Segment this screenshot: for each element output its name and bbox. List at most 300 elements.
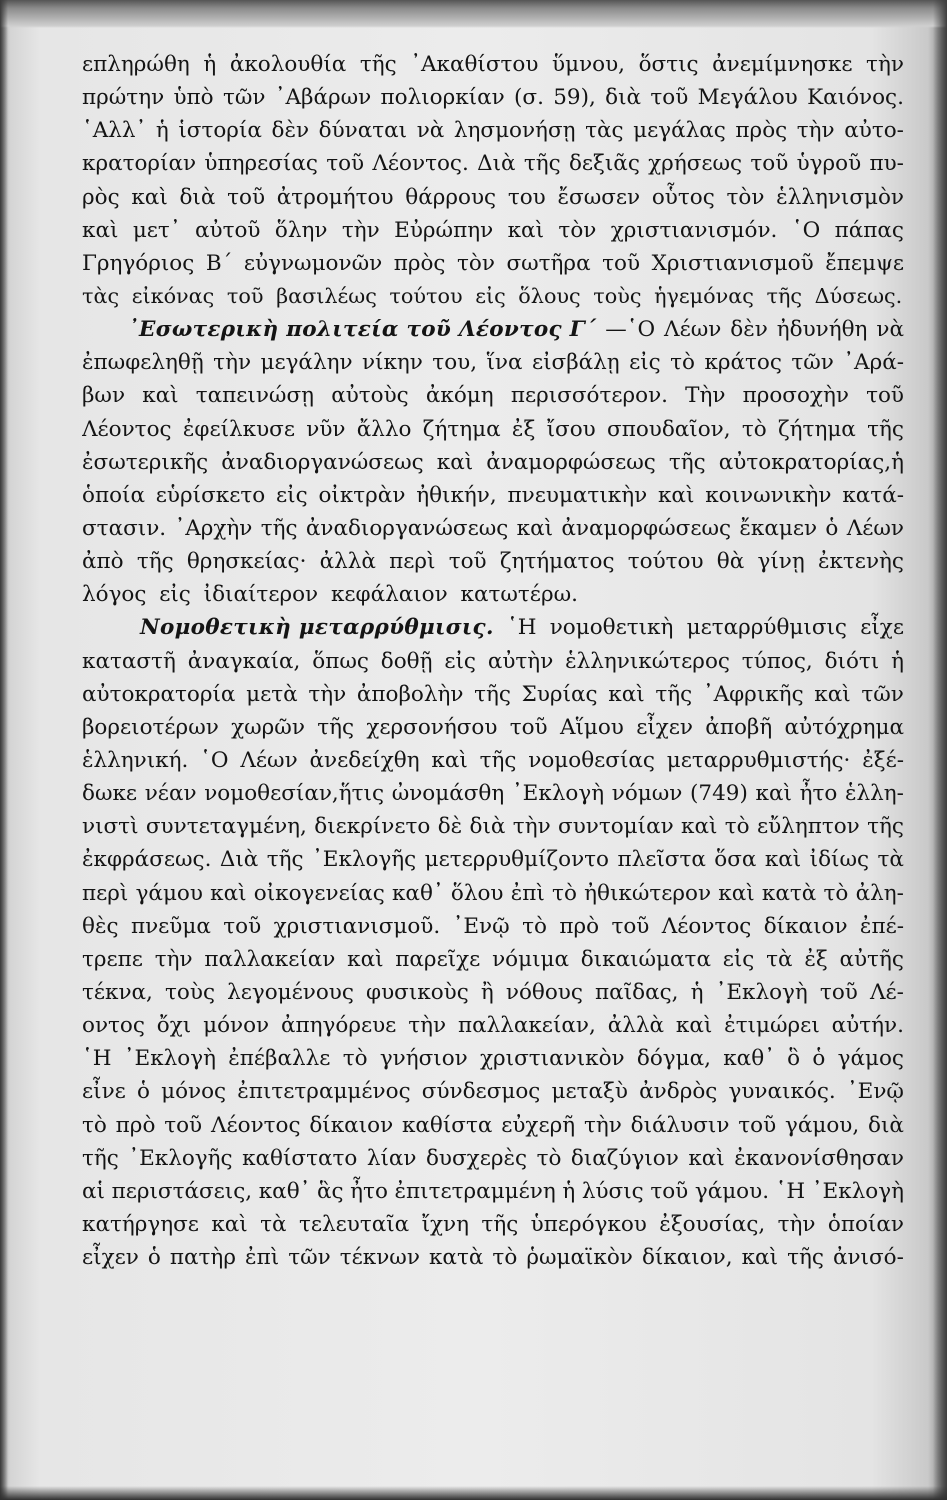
word: νόμων	[611, 781, 683, 807]
word: ἱστορία	[178, 118, 262, 144]
word: ῾Ο	[200, 747, 229, 773]
word: ἀναδιοργανώσεως	[221, 449, 424, 475]
word: τῆς	[655, 681, 693, 707]
word: ἐξ	[511, 416, 536, 442]
word: ὑγροῦ	[796, 151, 862, 177]
word: 59),	[553, 85, 596, 111]
word: τὸ	[724, 814, 750, 840]
word: κατά-	[842, 482, 904, 508]
word: δικαιώματα	[580, 946, 711, 972]
word: ἦτο	[350, 1178, 388, 1204]
word: ἐκανονίσθησαν	[734, 1145, 904, 1171]
word: καὶ	[688, 1145, 725, 1171]
word: γνήσιον	[379, 1046, 468, 1072]
word: ἐπὶ	[510, 880, 545, 906]
word: ὃ	[787, 1046, 801, 1072]
page-right-edge	[933, 0, 947, 1500]
word: ὅστις	[638, 52, 699, 77]
word: καὶ	[675, 1013, 713, 1039]
word: εἰσβάλῃ	[531, 350, 620, 376]
word: τῶν	[861, 681, 904, 707]
word: τοῦ	[819, 979, 858, 1005]
word: ᾿Αφρικῆς	[702, 681, 804, 707]
word: ἡ	[562, 1178, 576, 1204]
word: τῆς	[317, 714, 355, 740]
word: καὶ	[507, 217, 544, 243]
word: ἀναμορφώσεως	[486, 449, 656, 475]
word: επληρώθη	[82, 52, 190, 77]
word: στασιν.	[82, 515, 167, 541]
word: διαζύγιον	[570, 1145, 679, 1171]
word: ἴχνη	[421, 1211, 470, 1237]
text-line	[82, 48, 904, 81]
word: δὲν	[271, 118, 310, 144]
word: λεγομένους	[227, 979, 354, 1005]
word: ὑπηρεσίας	[204, 151, 318, 177]
word: τοῦ	[448, 549, 487, 575]
word: τοῦ	[509, 714, 548, 740]
word: τοῦ	[223, 913, 262, 939]
word: ὅσα	[714, 847, 757, 873]
text-line	[82, 611, 904, 644]
word: λίαν	[366, 1145, 417, 1171]
word: μεταρρύθμισις	[686, 615, 847, 641]
word: τῆς	[136, 549, 174, 575]
word: ὕμνου,	[552, 52, 625, 77]
word: μεταξὺ	[551, 1079, 628, 1105]
word: τύπος,	[741, 648, 813, 674]
text-line	[82, 1109, 904, 1142]
text-line	[82, 1075, 904, 1108]
word: εἰς	[276, 482, 308, 508]
word: χερσονήσου	[366, 714, 498, 740]
word: ᾿Ενῷ	[846, 1079, 904, 1105]
word: εἶνε	[82, 1079, 126, 1105]
word: διεκρίνετο	[314, 814, 431, 840]
text-line	[82, 280, 904, 313]
text-line	[82, 1241, 904, 1274]
word: δύναται	[318, 118, 408, 144]
word: ἐξουσίας,	[659, 1211, 766, 1237]
word: ὅπως	[312, 648, 369, 674]
word: καὶ	[431, 747, 468, 773]
word: πυ-	[869, 151, 904, 177]
word: καὶ	[436, 449, 474, 475]
word: νομοθεσίας	[528, 747, 655, 773]
word: ὑπὸ	[173, 85, 214, 111]
text-line	[82, 1208, 904, 1241]
word: σύνδεσμος	[421, 1079, 541, 1105]
word: τὸ	[82, 1112, 107, 1138]
word: ἀπηγόρευε	[281, 1013, 397, 1039]
word: τοῦ	[611, 913, 650, 939]
word: δὲν	[730, 317, 768, 343]
word: καὶ	[131, 184, 168, 210]
word: ὁ	[147, 1245, 161, 1271]
word: τέκνων	[339, 1245, 420, 1271]
word: καὶ	[741, 1245, 778, 1271]
word: τὴν	[341, 217, 380, 243]
text-line	[82, 877, 904, 910]
word: τὴν	[308, 681, 347, 707]
word: Λέοντος.	[372, 151, 469, 177]
word: χωρῶν	[231, 714, 305, 740]
word: τῆς	[359, 52, 397, 77]
word: μετ᾿	[132, 217, 181, 243]
word: παῖδας,	[595, 979, 679, 1005]
word: ἐκτενὴς	[817, 549, 904, 575]
word: κοινωνικὴν	[705, 482, 832, 508]
word: ῾Αλλ᾿	[82, 118, 147, 144]
word: καὶ	[608, 681, 645, 707]
word: τὴν	[796, 118, 835, 144]
word: περισσότερον.	[510, 383, 668, 409]
word: εὐγνωμονῶν	[243, 250, 383, 276]
word: παρεῖχε	[395, 946, 481, 972]
word: ἢ	[480, 979, 494, 1005]
text-line	[82, 744, 904, 777]
word: τοὺς	[165, 979, 215, 1005]
word: καὶ	[82, 217, 119, 243]
word: καθίστατο	[242, 1145, 358, 1171]
word: τὰς	[585, 118, 624, 144]
text-line	[82, 379, 904, 412]
word: τὴν	[583, 1112, 622, 1138]
word: εὐχερῆ	[501, 1112, 576, 1138]
word: τὴν	[408, 1013, 447, 1039]
text-line	[82, 81, 904, 114]
word: πρὸς	[393, 250, 446, 276]
word: ἀναμορφώσεως	[561, 515, 732, 541]
word: ἀλλὰ	[607, 1013, 664, 1039]
word: Λέοντος	[210, 1112, 301, 1138]
word: τὴν	[866, 52, 904, 77]
word: (σ.	[514, 85, 544, 111]
word: πνεῦμα	[130, 913, 211, 939]
word: τὸ	[342, 1046, 368, 1072]
word: ἀποβολὴν	[356, 681, 464, 707]
word: βων	[82, 383, 126, 409]
word: καθ᾿	[723, 1046, 775, 1072]
word: εἰς	[444, 648, 476, 674]
word: δυσχερὲς	[425, 1145, 528, 1171]
word: καὶ	[718, 880, 755, 906]
text-line	[82, 479, 904, 512]
word: ἀνεδείχθη	[309, 747, 420, 773]
word: γίνῃ	[757, 549, 805, 575]
word: τὸ	[741, 416, 767, 442]
word: αὐτο-	[844, 118, 904, 144]
word: ἀλλὰ	[319, 549, 376, 575]
word: σπουδαῖον,	[607, 416, 731, 442]
word: ᾿Αβάρων	[274, 85, 372, 111]
word: χρήσεως	[648, 151, 743, 177]
word: Λέοντος	[82, 416, 172, 442]
word: καὶ	[516, 515, 554, 541]
word: κρατορίαν	[82, 151, 197, 177]
word: τοῦ	[227, 184, 266, 210]
word: γάμου	[135, 880, 203, 906]
word: Αἵμου	[559, 714, 624, 740]
page-top-edge	[0, 0, 947, 28]
word: τὸ	[492, 1245, 518, 1271]
word: νόμιμα	[492, 946, 569, 972]
word: μόνος	[161, 1079, 227, 1105]
word: καθ᾿	[391, 880, 444, 906]
word: Εὐρώπην	[394, 217, 494, 243]
word: βορειοτέρων	[82, 714, 219, 740]
word: ἐπέ-	[859, 913, 904, 939]
word: τῆς	[867, 814, 904, 840]
word: ἐπέβαλλε	[228, 1046, 331, 1072]
word: ζήτημα	[778, 416, 856, 442]
word: ἐπωφεληθῇ	[82, 350, 204, 376]
word: καθ᾿	[258, 1178, 311, 1204]
word: ἄλλο	[356, 416, 412, 442]
text-line	[82, 777, 904, 810]
word: οἰκτρὰν	[318, 482, 406, 508]
word: νίκην	[361, 350, 423, 376]
word: ῾Η	[82, 1046, 112, 1072]
word: ᾿Αρχὴν	[174, 515, 253, 541]
word: παλλακείαν	[204, 946, 336, 972]
word: συντεταγμένη,	[145, 814, 307, 840]
word: Τὴν	[685, 383, 726, 409]
word: καθίστα	[401, 1112, 493, 1138]
word: πολιορκίαν	[380, 85, 505, 111]
word: τελευταῖα	[298, 1211, 410, 1237]
word: εὔληπτον	[756, 814, 860, 840]
text-line	[82, 943, 904, 976]
word: ἑλληνική.	[82, 747, 189, 773]
text-line	[82, 181, 904, 214]
word: καὶ	[657, 482, 695, 508]
word: Συρίας	[521, 681, 598, 707]
word: Β΄	[205, 250, 233, 276]
text-line	[82, 910, 904, 943]
word: τοῦ	[164, 1112, 203, 1138]
word: ῾Η	[775, 1178, 806, 1204]
word: ἦτο	[799, 781, 838, 807]
word: καὶ	[755, 781, 792, 807]
word: ἐπὶ	[245, 1245, 280, 1271]
word: ὁ	[825, 515, 839, 541]
word: αὐτήν.	[831, 1013, 904, 1039]
word: ἀλη-	[855, 880, 904, 906]
word: δίκαιον,	[641, 1245, 733, 1271]
word: εἶχεν	[636, 714, 693, 740]
text-line	[82, 810, 904, 843]
text-line	[82, 578, 904, 611]
word: λύσις	[581, 1178, 644, 1204]
word: καὶ	[210, 880, 247, 906]
text-line	[82, 1175, 904, 1208]
word: πατὴρ	[169, 1245, 236, 1271]
word: ᾿Εκλογὴ	[811, 1178, 904, 1204]
word: ἐσωτερικῆς	[82, 449, 209, 475]
word: ἔπεμψε	[825, 250, 904, 276]
word: ἡ	[203, 52, 217, 77]
word: παλλακείαν,	[457, 1013, 596, 1039]
word: τὸ	[536, 1145, 562, 1171]
word: τῆς	[82, 1145, 119, 1171]
word: ἡ	[690, 979, 704, 1005]
word: μεταρρυθμιστής·	[666, 747, 851, 773]
word: ᾿Ακαθίστου	[410, 52, 539, 77]
word: τοῦ	[866, 383, 904, 409]
word: τὴν	[154, 946, 193, 972]
word: Λέων	[664, 317, 722, 343]
word: τὴν	[213, 350, 252, 376]
word: περιστάσεις,	[111, 1178, 253, 1204]
word: ἵνα	[486, 350, 523, 376]
word: τὸ	[670, 350, 695, 376]
word: ἠθικήν,	[416, 482, 497, 508]
word: τὸ	[552, 880, 577, 906]
word: θὰ	[716, 549, 745, 575]
word: πάπας	[834, 217, 904, 243]
word: ᾿Εκλογὴ	[123, 1046, 216, 1072]
word: ρὸς	[82, 184, 120, 210]
word: του,	[432, 350, 478, 376]
word: δὲ	[437, 814, 463, 840]
word: αὐτόχρημα	[784, 714, 904, 740]
text-line	[82, 114, 904, 147]
text-line	[82, 545, 904, 578]
word: πρώτην	[82, 85, 165, 111]
word: δωκε	[82, 781, 138, 807]
word: τῆς	[474, 681, 511, 707]
word: τὸν	[558, 217, 597, 243]
word: προσοχὴν	[742, 383, 849, 409]
word: τὴν	[777, 1211, 816, 1237]
word: Καιόνος.	[807, 85, 904, 111]
word: μετὰ	[246, 681, 298, 707]
word: χριστιανισμόν.	[610, 217, 778, 243]
word: συντομίαν	[558, 814, 674, 840]
word: τὰ	[260, 1211, 287, 1237]
section-heading: Νομοθετικὴ μεταρρύθμισις.	[140, 615, 494, 641]
word: τὸν	[457, 250, 495, 276]
word: ἃς	[317, 1178, 344, 1204]
text-line	[82, 446, 904, 479]
word: μόνον	[203, 1013, 270, 1039]
word: τοῦ	[738, 1112, 777, 1138]
word: δοθῇ	[380, 648, 433, 674]
word: φυσικοὺς	[366, 979, 469, 1005]
word: ἐπιτετραμμένος	[237, 1079, 411, 1105]
word: τοῦ	[650, 85, 689, 111]
word: Λέων	[846, 515, 904, 541]
word: τούτου	[627, 549, 704, 575]
word: δεξιᾶς	[568, 151, 640, 177]
text-line	[82, 843, 904, 876]
word: κατὰ	[761, 880, 817, 906]
word: ἐκφράσεως.	[82, 847, 212, 873]
page-bottom-edge	[0, 1486, 947, 1500]
word: πρὸ	[115, 1112, 156, 1138]
word: διότι	[824, 648, 880, 674]
line-text: λόγος εἰς ἰδιαίτερον κεφάλαιον κατωτέρω.	[82, 582, 578, 608]
word: εἰς	[629, 350, 661, 376]
page-left-edge	[0, 0, 8, 1500]
word: αἱ	[82, 1178, 105, 1204]
word: ἀποβῆ	[705, 714, 773, 740]
word: ᾿Εκλογῆς	[312, 847, 417, 873]
word: ὄχι	[156, 1013, 192, 1039]
word: τὰ	[766, 946, 793, 972]
word: εἰς	[722, 946, 755, 972]
word: διὰ	[605, 85, 642, 111]
word: Γρηγόριος	[82, 250, 195, 276]
text-line	[82, 413, 904, 446]
word: ᾿Ενῷ	[452, 913, 510, 939]
word: αὐτὴν	[487, 648, 554, 674]
word: ᾿Εκλογὴ	[511, 781, 605, 807]
word: τὸ	[522, 913, 547, 939]
text-line	[82, 711, 904, 744]
word: χριστιανικὸν	[480, 1046, 625, 1072]
text-line	[82, 346, 904, 379]
word: τοῦ	[650, 1178, 689, 1204]
text-line	[82, 214, 904, 247]
word: νόθους	[505, 979, 583, 1005]
word: ἡ	[155, 118, 169, 144]
word: πνευματικὴν	[507, 482, 648, 508]
word: νιστὶ	[82, 814, 139, 840]
word: κατὰ	[428, 1245, 484, 1271]
word: ἀνισό-	[832, 1245, 904, 1271]
word: ἀπὸ	[82, 549, 124, 575]
word: δόγμα,	[636, 1046, 711, 1072]
word: τὴν	[512, 814, 551, 840]
text-line	[82, 1042, 904, 1075]
word: καὶ	[211, 1211, 248, 1237]
word: κράτος	[704, 350, 782, 376]
word: γυναικός.	[728, 1079, 836, 1105]
word: ἴσου	[546, 416, 596, 442]
word: αὐτοκρατορία	[82, 681, 236, 707]
word: γάμου.	[694, 1178, 770, 1204]
word: τῆς	[787, 1245, 824, 1271]
word: καταστῆ	[82, 648, 176, 674]
word: αὐτοκρατορίας,ἡ	[718, 449, 904, 475]
word: νομοθετικὴ	[549, 615, 674, 641]
word: διὰ	[179, 184, 216, 210]
word: τῆς	[481, 1211, 519, 1237]
word: ἠθικώτερον	[584, 880, 712, 906]
word: τῆς	[266, 847, 304, 873]
word: Λέοντος	[661, 913, 752, 939]
word: τῆς	[260, 515, 298, 541]
word: διάλυσιν	[630, 1112, 730, 1138]
word: ἐφείλκυσε	[182, 416, 295, 442]
word: καὶ	[142, 383, 179, 409]
word: οἰκογενείας	[253, 880, 385, 906]
word: Λέων	[240, 747, 298, 773]
text-line	[82, 976, 904, 1009]
word: ἐξ	[804, 946, 828, 972]
word: διὰ	[469, 814, 506, 840]
word: ταπεινώσῃ	[195, 383, 315, 409]
word: τῶν	[791, 350, 834, 376]
word: ὁποίαν	[827, 1211, 904, 1237]
word: σωτῆρα	[506, 250, 591, 276]
word: τρεπε	[82, 946, 143, 972]
word: ῥωμαϊκὸν	[526, 1245, 633, 1271]
word: ἔσωσεν	[557, 184, 641, 210]
word: ἑλληνισμὸν	[776, 184, 904, 210]
